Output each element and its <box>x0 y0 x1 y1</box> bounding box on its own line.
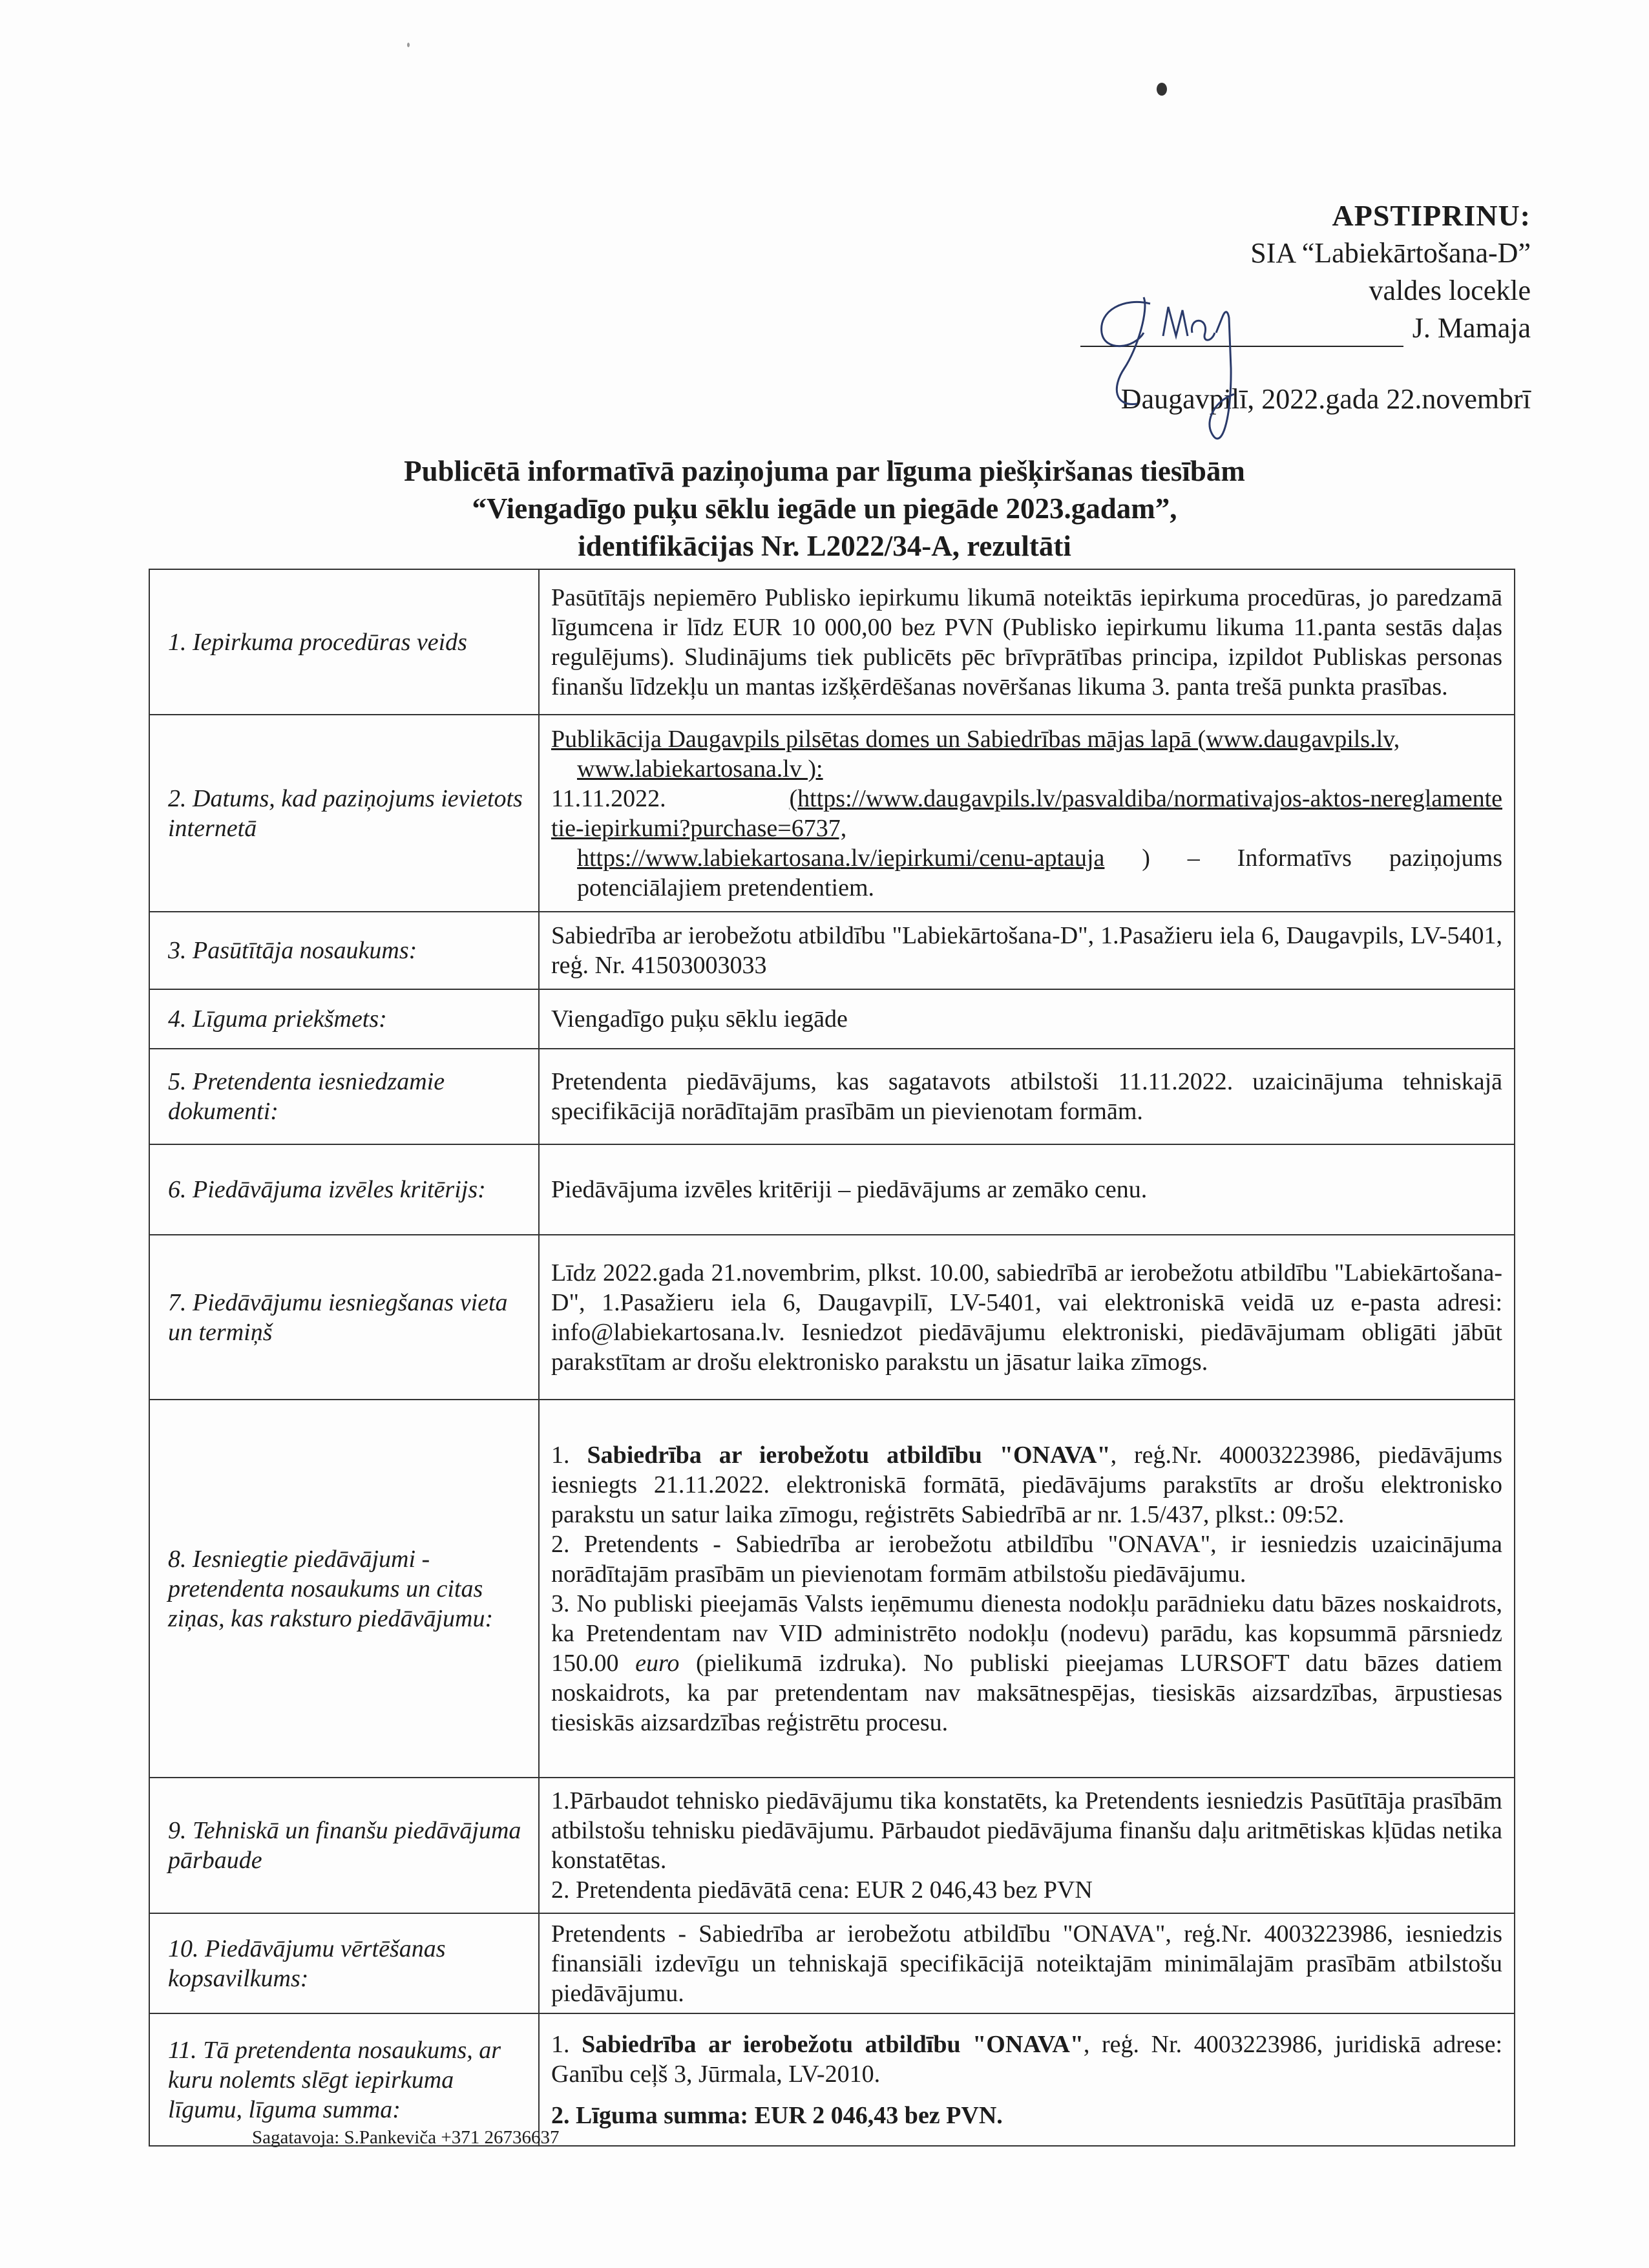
table-row <box>149 1049 1515 1144</box>
prepared-by: Sagatavoja: S.Pankeviča +371 26736637 <box>252 2127 560 2148</box>
link-cenu-aptauja[interactable]: https://www.labiekartosana.lv/iepirkumi/cenu-aptauja <box>577 844 1105 872</box>
currency-euro: euro <box>635 1649 680 1677</box>
signatory-name: J. Mamaja <box>1412 312 1531 344</box>
publication-suffix: ) – Informatīvs paziņojums potenciālajiem pretendentiem. <box>577 844 1503 901</box>
row-value <box>539 715 1515 912</box>
row-label <box>149 715 539 912</box>
row-label <box>149 1400 539 1778</box>
row-label-text: Iesniegtie piedāvājumi - pretendenta nosaukums un citas ziņas, kas raksturo piedāvājumu: <box>168 1545 494 1632</box>
handwritten-signature <box>1073 271 1318 465</box>
row-value: Līdz 2022.gada 21.novembrim, plkst. 10.00, sabiedrībā ar ierobežotu atbildību "Labiekārtošana-D", 1.Pasažieru iela 6, Daugavpilī, LV-5401, vai elektroniskā veidā uz e-pasta adresi: info@labiekartosana.lv. Iesniedzot piedāvājumu elektroniski, piedāvājumam obligāti jābūt parakstītam ar drošu elektronisko parakstu un jāsatur laika zīmogs. <box>539 1235 1515 1400</box>
table-row <box>149 1778 1515 1913</box>
row-value <box>539 2013 1515 2146</box>
title-line-3: identifikācijas Nr. L2022/34-A, rezultāti <box>578 530 1071 562</box>
row-value: Sabiedrība ar ierobežotu atbildību "Labiekārtošana-D", 1.Pasažieru iela 6, Daugavpils, LV-5401, reģ. Nr. 41503003033 <box>539 912 1515 989</box>
row-number: 5. <box>168 1068 187 1095</box>
row-label-text: Tā pretendenta nosaukums, ar kuru nolemts slēgt iepirkuma līgumu, līguma summa: <box>168 2036 501 2123</box>
link-labiekartosana[interactable]: www.labiekartosana.lv ): <box>577 755 823 782</box>
row-label <box>149 569 539 715</box>
row-number: 3. <box>168 937 187 964</box>
place-date: Daugavpilī, 2022.gada 22.novembrī <box>1120 383 1531 415</box>
title-line-1: Publicētā informatīvā paziņojuma par līguma piešķiršanas tiesībām <box>404 455 1245 487</box>
winner-name: Sabiedrība ar ierobežotu atbildību "ONAVA" <box>582 2030 1084 2058</box>
row-value: Pretendents - Sabiedrība ar ierobežotu atbildību "ONAVA", reģ.Nr. 4003223986, iesniedzis finansiāli izdevīgu un tehniskajā specifikācijā noteiktajām minimālajām prasībām atbilstošu piedāvājumu. <box>539 1913 1515 2013</box>
row-label-text: Līguma priekšmets: <box>193 1005 387 1033</box>
offer-paragraph-2: 2. Pretendents - Sabiedrība ar ierobežotu atbildību "ONAVA", ir iesniedzis uzaicinājuma norādītajām prasībām un pievienotam formām atbilstošu piedāvājumu. <box>551 1530 1502 1588</box>
winner-details: , reģ. Nr. 4003223986, juridiskā adrese: Ganību ceļš 3, Jūrmala, LV-2010. <box>551 2030 1503 2088</box>
row-label <box>149 1913 539 2013</box>
row-label-text: Piedāvājumu iesniegšanas vieta un termiņš <box>168 1288 508 1346</box>
title-line-2: “Viengadīgo puķu sēklu iegāde un piegāde 2023.gadam”, <box>472 492 1177 525</box>
company-name: SIA “Labiekārtošana-D” <box>1250 237 1531 269</box>
row-label-text: Iepirkuma procedūras veids <box>193 628 467 656</box>
table-row <box>149 1400 1515 1778</box>
row-number: 10. <box>168 1935 199 1962</box>
table-row <box>149 715 1515 912</box>
row-value <box>539 1778 1515 1913</box>
row-label-text: Tehniskā un finanšu piedāvājuma pārbaude <box>168 1817 521 1874</box>
results-table <box>149 569 1515 2147</box>
table-row <box>149 569 1515 715</box>
document-title <box>0 452 1649 565</box>
row-value: Pasūtītājs nepiemēro Publisko iepirkumu likumā noteiktās iepirkuma procedūras, jo paredzamā līgumcena ir līdz EUR 10 000,00 bez PVN (Publisko iepirkumu likuma 11.panta sestās daļas regulējums). Sludinājums tiek publicēts pēc brīvprātības principa, izpildot Publiskas personas finanšu līdzekļu un mantas izšķērdēšanas novēršanas likuma 3. panta trešā punkta prasības. <box>539 569 1515 715</box>
row-label <box>149 989 539 1049</box>
row-label-text: Datums, kad paziņojums ievietots internetā <box>168 784 523 842</box>
publication-date-line <box>551 784 1502 843</box>
row-number: 6. <box>168 1176 187 1203</box>
row-label-text: Piedāvājuma izvēles kritērijs: <box>193 1176 486 1203</box>
check-paragraph-1: 1.Pārbaudot tehnisko piedāvājumu tika konstatēts, ka Pretendents iesniedzis Pasūtītāja prasībām atbilstošu tehnisku piedāvājumu. Pārbaudot piedāvājuma finanšu daļu aritmētiskas kļūdas netika konstatētas. <box>551 1787 1502 1874</box>
table-row <box>149 2013 1515 2146</box>
row-value <box>539 1400 1515 1778</box>
row-value: Pretendenta piedāvājums, kas sagatavots atbilstoši 11.11.2022. uzaicinājuma tehniskajā specifikācijā norādītajām prasībām un pievienotam formām. <box>539 1049 1515 1144</box>
table-row <box>149 1144 1515 1235</box>
bidder-name: Sabiedrība ar ierobežotu atbildību "ONAVA" <box>587 1441 1111 1469</box>
row-number: 1. <box>168 628 187 656</box>
row-value: Piedāvājuma izvēles kritēriji – piedāvājums ar zemāko cenu. <box>539 1144 1515 1235</box>
publication-note: Publikācija Daugavpils pilsētas domes un Sabiedrības mājas lapā (www.daugavpils.lv, <box>551 725 1400 753</box>
row-label-text: Piedāvājumu vērtēšanas kopsavilkums: <box>168 1935 446 1992</box>
row-label <box>149 912 539 989</box>
row-number: 7. <box>168 1288 187 1316</box>
paragraph-number: 1. <box>551 1441 570 1469</box>
paragraph-number: 1. <box>551 2030 570 2058</box>
scan-speck <box>1157 83 1167 96</box>
row-number: 9. <box>168 1817 187 1844</box>
table-row <box>149 989 1515 1049</box>
row-label <box>149 2013 539 2146</box>
scan-speck-small <box>407 43 410 47</box>
offer-details: , reģ.Nr. 40003223986, piedāvājums iesniegts 21.11.2022. elektroniskā formātā, piedāvājums parakstīts ar drošu elektronisko parakstu un satur laika zīmogu, reģistrēts Sabiedrībā ar nr. 1.5/437, plkst.: 09:52. <box>551 1441 1502 1528</box>
approve-label: APSTIPRINU: <box>1332 199 1531 232</box>
row-number: 11. <box>168 2036 197 2064</box>
row-number: 2. <box>168 784 187 812</box>
row-label <box>149 1778 539 1913</box>
row-value: Viengadīgo puķu sēklu iegāde <box>539 989 1515 1049</box>
row-label-text: Pasūtītāja nosaukums: <box>193 937 417 964</box>
contract-amount: 2. Līguma summa: EUR 2 046,43 bez PVN. <box>551 2101 1003 2129</box>
link-cenu-aptauja-line <box>551 843 1502 903</box>
row-number: 8. <box>168 1545 187 1573</box>
row-label-text: Pretendenta iesniedzamie dokumenti: <box>168 1068 445 1125</box>
table-row <box>149 912 1515 989</box>
offer-paragraph-1 <box>551 1440 1502 1529</box>
check-paragraph-2: 2. Pretendenta piedāvātā cena: EUR 2 046,43 bez PVN <box>551 1876 1093 1904</box>
award-paragraph-1 <box>551 2030 1502 2089</box>
row-label <box>149 1144 539 1235</box>
lursoft-check-text: (pielikumā izdruka). No publiski pieejamas LURSOFT datu bāzes datiem noskaidrots, ka par pretendentam nav maksātnespējas, tiesiskās aizsardzības, ārpustiesas tiesiskās aizsardzības reģistrētu procesu. <box>551 1649 1502 1736</box>
signatory-position: valdes locekle <box>1369 275 1531 306</box>
row-label <box>149 1235 539 1400</box>
table-row <box>149 1913 1515 2013</box>
row-number: 4. <box>168 1005 187 1033</box>
table-row <box>149 1235 1515 1400</box>
tax-check-text: 3. No publiski pieejamās Valsts ieņēmumu dienesta nodokļu parādnieku datu bāzes noskaidrots, ka Pretendentam nav VID administrēto nodokļu (nodevu) parādu, kas kopsummā pārsniedz 150.00 <box>551 1590 1502 1677</box>
row-label <box>149 1049 539 1144</box>
offer-paragraph-3 <box>551 1589 1502 1738</box>
link-daugavpils[interactable]: (https://www.daugavpils.lv/pasvaldiba/normativajos-aktos-nereglamentetie-iepirkumi?purchase=6737, <box>551 784 1502 842</box>
publication-date: 11.11.2022. <box>551 784 666 812</box>
